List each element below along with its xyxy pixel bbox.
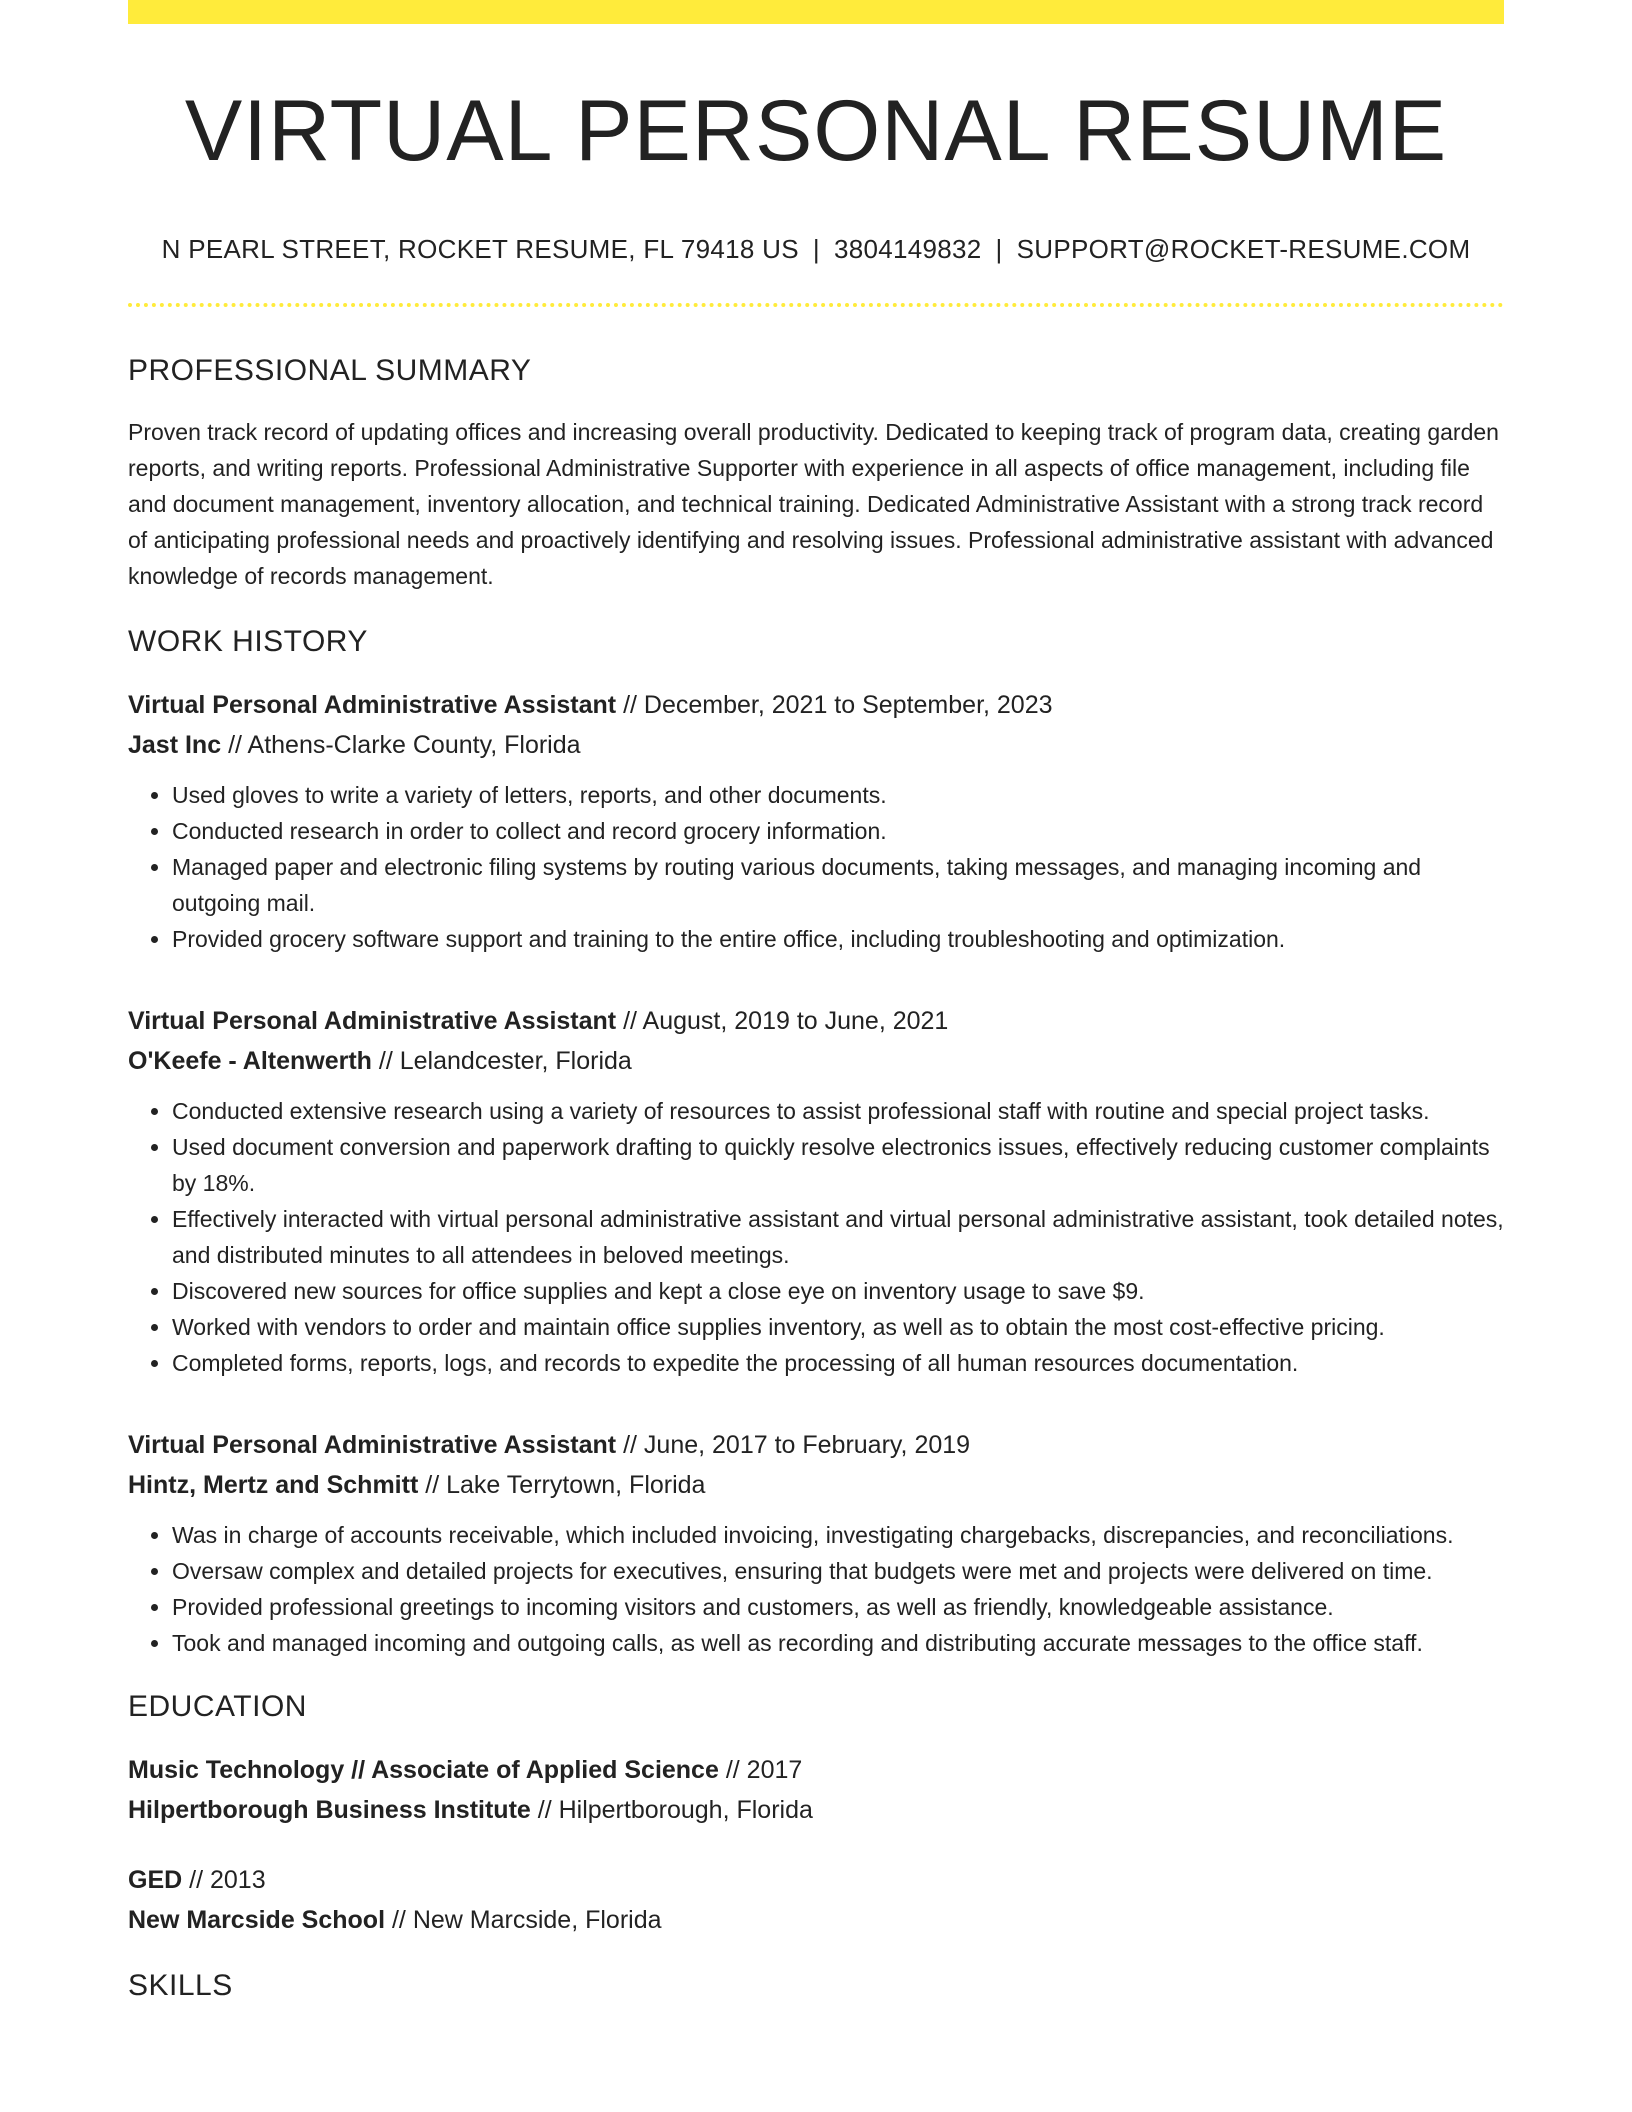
- list-item: • Managed paper and electronic filing systems by routing various documents, taking messages, and managing incoming and outgoing mail.: [172, 849, 1504, 921]
- list-item: • Took and managed incoming and outgoing calls, as well as recording and distributing accurate messages to the office staff.: [172, 1625, 1504, 1661]
- work-history-heading: WORK HISTORY: [128, 624, 368, 658]
- education-degree: Music Technology // Associate of Applied Science: [128, 1755, 719, 1784]
- job-location: // Lelandcester, Florida: [378, 1046, 632, 1075]
- summary-heading: PROFESSIONAL SUMMARY: [128, 353, 532, 387]
- list-item: • Worked with vendors to order and maintain office supplies inventory, as well as to obtain the most cost-effective pricing.: [172, 1309, 1504, 1345]
- education-degree: GED: [128, 1865, 183, 1894]
- list-item: • Provided grocery software support and training to the entire office, including troubleshooting and optimization.: [172, 921, 1504, 957]
- education-degree-line: [128, 1750, 1504, 1790]
- list-item: • Used document conversion and paperwork drafting to quickly resolve electronics issues, effectively reducing customer complaints by 18%.: [172, 1129, 1504, 1201]
- contact-line: [128, 233, 1504, 267]
- education-school: New Marcside School: [128, 1905, 386, 1934]
- job-company-line: [128, 725, 1504, 765]
- job-location: // Lake Terrytown, Florida: [425, 1470, 706, 1499]
- list-item: • Provided professional greetings to incoming visitors and customers, as well as friendly, knowledgeable assistance.: [172, 1589, 1504, 1625]
- job-company: Jast Inc: [128, 730, 222, 759]
- list-item: • Conducted extensive research using a variety of resources to assist professional staff with routine and special project tasks.: [172, 1093, 1504, 1129]
- job-company: O'Keefe - Altenwerth: [128, 1046, 372, 1075]
- job-entry: [128, 685, 1504, 957]
- job-company-line: [128, 1041, 1504, 1081]
- job-dates: // December, 2021 to September, 2023: [623, 690, 1053, 719]
- list-item: • Conducted research in order to collect and record grocery information.: [172, 813, 1504, 849]
- skills-heading: SKILLS: [128, 1968, 233, 2002]
- job-bullets: [128, 1517, 1504, 1661]
- job-role: Virtual Personal Administrative Assistant: [128, 690, 617, 719]
- job-role: Virtual Personal Administrative Assistant: [128, 1430, 617, 1459]
- job-role: Virtual Personal Administrative Assistant: [128, 1006, 617, 1035]
- job-entry: [128, 1001, 1504, 1381]
- contact-phone: 3804149832: [833, 234, 982, 265]
- education-year: // 2017: [725, 1755, 803, 1784]
- education-location: // New Marcside, Florida: [391, 1905, 662, 1934]
- list-item: • Oversaw complex and detailed projects for executives, ensuring that budgets were met and projects were delivered on time.: [172, 1553, 1504, 1589]
- education-school-line: [128, 1790, 1504, 1830]
- contact-separator: |: [995, 234, 1003, 265]
- list-item: • Was in charge of accounts receivable, which included invoicing, investigating chargebacks, discrepancies, and reconciliations.: [172, 1517, 1504, 1553]
- contact-separator: |: [812, 234, 820, 265]
- resume-page: [128, 0, 1504, 2005]
- job-title-line: [128, 685, 1504, 725]
- education-location: // Hilpertborough, Florida: [537, 1795, 813, 1824]
- job-title-line: [128, 1001, 1504, 1041]
- job-company: Hintz, Mertz and Schmitt: [128, 1470, 419, 1499]
- job-location: // Athens-Clarke County, Florida: [228, 730, 581, 759]
- job-bullets: [128, 1093, 1504, 1381]
- job-company-line: [128, 1465, 1504, 1505]
- dotted-divider: [128, 303, 1504, 307]
- list-item: • Completed forms, reports, logs, and records to expedite the processing of all human resources documentation.: [172, 1345, 1504, 1381]
- job-dates: // August, 2019 to June, 2021: [623, 1006, 949, 1035]
- education-school-line: [128, 1900, 1504, 1940]
- education-year: // 2013: [189, 1865, 266, 1894]
- contact-address: N PEARL STREET, ROCKET RESUME, FL 79418 US: [161, 234, 799, 265]
- education-school: Hilpertborough Business Institute: [128, 1795, 531, 1824]
- accent-top-bar: [128, 0, 1504, 24]
- education-entry: [128, 1860, 1504, 1940]
- education-entry: [128, 1750, 1504, 1830]
- list-item: • Discovered new sources for office supplies and kept a close eye on inventory usage to save $9.: [172, 1273, 1504, 1309]
- job-bullets: [128, 777, 1504, 957]
- contact-email: SUPPORT@ROCKET-RESUME.COM: [1016, 234, 1471, 265]
- job-dates: // June, 2017 to February, 2019: [623, 1430, 971, 1459]
- resume-name: VIRTUAL PERSONAL RESUME: [184, 83, 1448, 179]
- education-degree-line: [128, 1860, 1504, 1900]
- education-heading: EDUCATION: [128, 1689, 307, 1723]
- list-item: • Used gloves to write a variety of letters, reports, and other documents.: [172, 777, 1504, 813]
- job-title-line: [128, 1425, 1504, 1465]
- job-entry: [128, 1425, 1504, 1661]
- list-item: • Effectively interacted with virtual personal administrative assistant and virtual personal administrative assistant, took detailed notes, and distributed minutes to all attendees in beloved meetings.: [172, 1201, 1504, 1273]
- summary-text: Proven track record of updating offices and increasing overall productivity. Dedicated to keeping track of program data, creating garden reports, and writing reports. Professional Administrative Supporter with experience in all aspects of office management, including file and document management, inventory allocation, and technical training. Dedicated Administrative Assistant with a strong track record of anticipating professional needs and proactively identifying and resolving issues. Professional administrative assistant with advanced knowledge of records management.: [128, 418, 1499, 589]
